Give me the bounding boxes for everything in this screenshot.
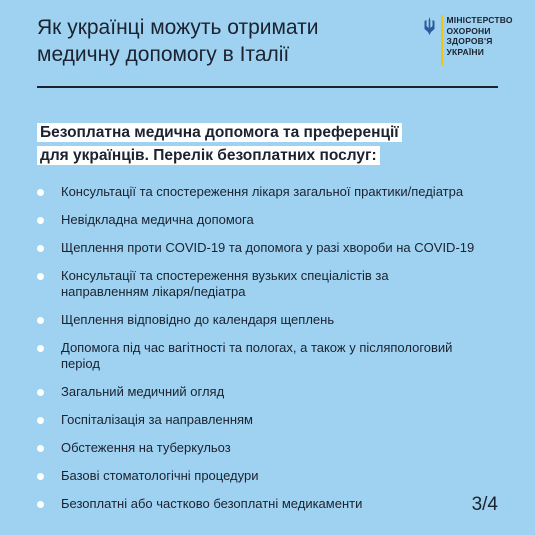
bullet-icon bbox=[37, 389, 44, 396]
list-item bbox=[37, 312, 477, 328]
section-heading bbox=[37, 121, 477, 167]
list-item bbox=[37, 268, 477, 300]
title-line-2: медичну допомогу в Італії bbox=[37, 43, 290, 66]
list-item bbox=[37, 384, 477, 400]
list-item-text: Невідкладна медична допомога bbox=[61, 212, 254, 227]
list-item bbox=[37, 496, 477, 512]
title-divider bbox=[37, 86, 498, 88]
list-item-text: Щеплення відповідно до календаря щеплень bbox=[61, 312, 335, 327]
list-item-text: Консультації та спостереження лікаря загальної практики/педіатра bbox=[61, 184, 464, 199]
list-item bbox=[37, 440, 477, 456]
logo-line-4: УКРАЇНИ bbox=[446, 46, 485, 57]
heading-line-1: Безоплатна медична допомога та преференції bbox=[37, 123, 402, 142]
list-item-text: Обстеження на туберкульоз bbox=[61, 440, 231, 455]
bullet-icon bbox=[37, 217, 44, 224]
list-item-text: Допомога під час вагітності та пологах, а також у післяпологовий період bbox=[61, 340, 453, 371]
page-indicator: 3/4 bbox=[471, 494, 498, 515]
bullet-icon bbox=[37, 345, 44, 352]
title-line-1: Як українці можуть отримати bbox=[37, 16, 319, 39]
page-title bbox=[37, 14, 417, 68]
list-item bbox=[37, 212, 477, 228]
bullet-icon bbox=[37, 245, 44, 252]
services-list bbox=[37, 184, 477, 524]
logo-text bbox=[447, 15, 513, 57]
list-item bbox=[37, 184, 477, 200]
bullet-icon bbox=[37, 417, 44, 424]
logo-line-2: ОХОРОНИ bbox=[446, 25, 491, 36]
heading-line-2: для українців. Перелік безоплатних послуг: bbox=[37, 146, 380, 165]
bullet-icon bbox=[37, 473, 44, 480]
list-item-text: Безоплатні або частково безоплатні медикаменти bbox=[61, 496, 363, 511]
list-item bbox=[37, 468, 477, 484]
logo-line-3: ЗДОРОВ'Я bbox=[446, 36, 493, 46]
bullet-icon bbox=[37, 317, 44, 324]
list-item bbox=[37, 412, 477, 428]
bullet-icon bbox=[37, 445, 44, 452]
bullet-icon bbox=[37, 189, 44, 196]
list-item-text: Загальний медичний огляд bbox=[61, 384, 225, 399]
bullet-icon bbox=[37, 501, 44, 508]
list-item-text: Щеплення проти COVID-19 та допомога у разі хвороби на COVID-19 bbox=[61, 240, 475, 255]
bullet-icon bbox=[37, 273, 44, 280]
ministry-logo bbox=[424, 15, 513, 65]
logo-line-1: МІНІСТЕРСТВО bbox=[446, 15, 513, 25]
list-item-text: Госпіталізація за направленням bbox=[61, 412, 253, 427]
list-item bbox=[37, 340, 477, 372]
list-item bbox=[37, 240, 477, 256]
trident-icon bbox=[424, 17, 435, 35]
list-item-text: Консультації та спостереження вузьких спеціалістів за направленням лікаря/педіатра bbox=[61, 268, 389, 299]
logo-divider bbox=[441, 15, 443, 65]
list-item-text: Базові стоматологічні процедури bbox=[61, 468, 259, 483]
